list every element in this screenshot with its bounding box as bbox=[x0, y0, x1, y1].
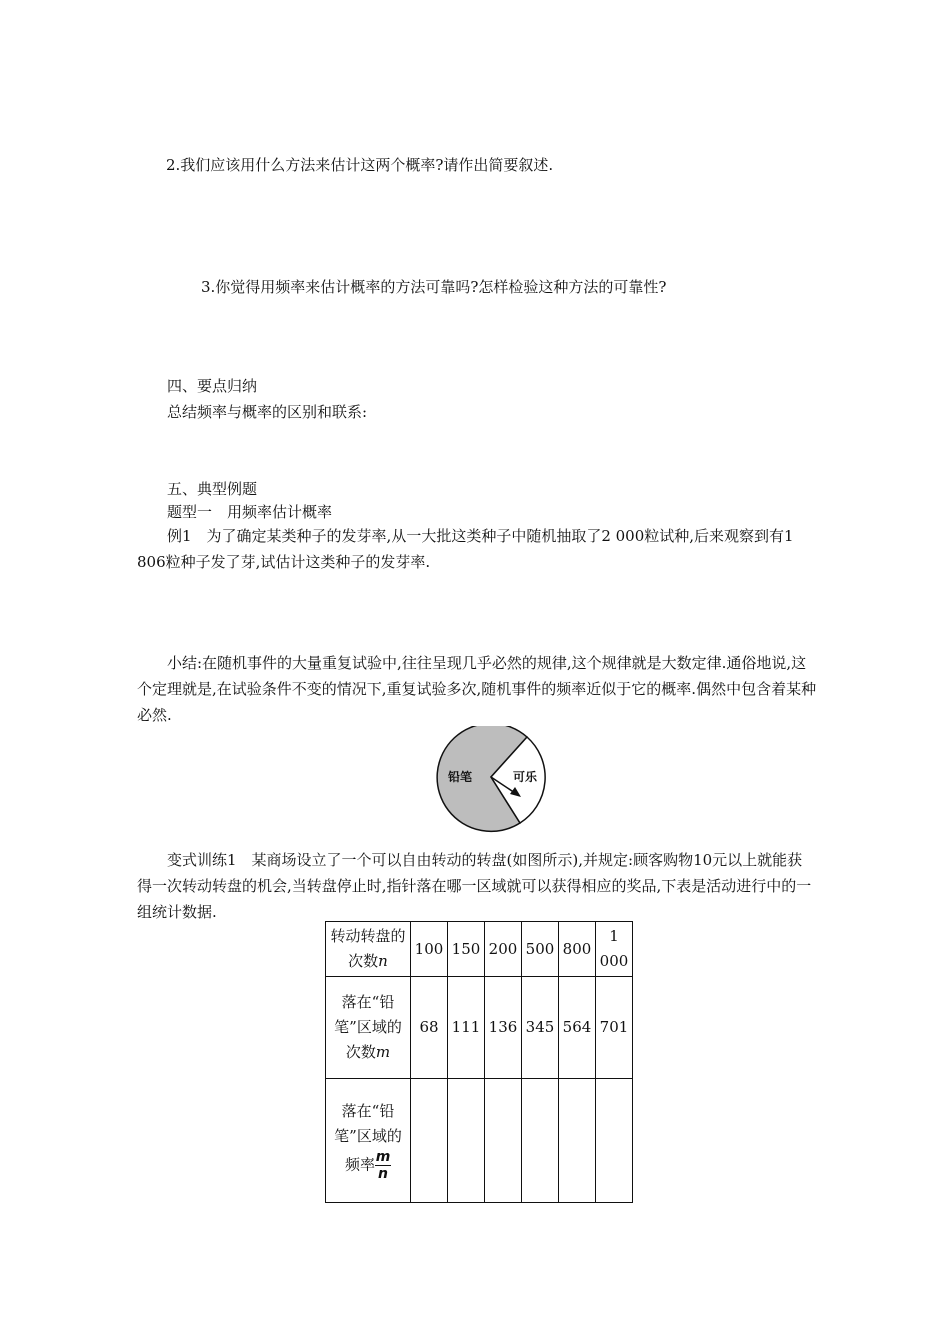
table-cell bbox=[448, 1079, 485, 1203]
table-row bbox=[326, 922, 633, 977]
summary-paragraph: 小结:在随机事件的大量重复试验中,往往呈现几乎必然的规律,这个规律就是大数定律.通俗地说,这个定理就是,在试验条件不变的情况下,重复试验多次,随机事件的频率近似于它的概率.偶然中包含着某种必然. bbox=[137, 654, 817, 724]
row-2-header-text: 落在“铅笔”区域的次数 bbox=[334, 993, 402, 1061]
table-cell: 68 bbox=[411, 977, 448, 1079]
table-cell: 1 000 bbox=[596, 922, 633, 977]
row-3-header bbox=[326, 1079, 411, 1203]
section-4-heading: 四、要点归纳 bbox=[167, 377, 258, 395]
exercise-1-paragraph: 变式训练1 某商场设立了一个可以自由转动的转盘(如图所示),并规定:顾客购物10元以上就能获得一次转动转盘的机会,当转盘停止时,指针落在哪一区域就可以获得相应的奖品,下表是活动进行中的一组统计数据. bbox=[137, 851, 812, 921]
table-cell: 701 bbox=[596, 977, 633, 1079]
row-1-header bbox=[326, 922, 411, 977]
fraction-numerator: m bbox=[375, 1149, 391, 1165]
row-1-header-text: 转动转盘的次数 bbox=[330, 927, 406, 970]
table-cell: 800 bbox=[559, 922, 596, 977]
table-cell bbox=[522, 1079, 559, 1203]
table-cell: 500 bbox=[522, 922, 559, 977]
table-cell: 345 bbox=[522, 977, 559, 1079]
spinner-wheel bbox=[431, 726, 551, 838]
table-cell: 200 bbox=[485, 922, 522, 977]
cola-label: 可乐 bbox=[513, 770, 538, 784]
table-row bbox=[326, 977, 633, 1079]
statistics-table bbox=[325, 921, 633, 1203]
question-2: 2.我们应该用什么方法来估计这两个概率?请作出简要叙述. bbox=[166, 156, 554, 174]
table-cell: 150 bbox=[448, 922, 485, 977]
row-1-header-var: n bbox=[378, 952, 388, 970]
row-2-header bbox=[326, 977, 411, 1079]
table-cell: 564 bbox=[559, 977, 596, 1079]
section-4-prompt: 总结频率与概率的区别和联系: bbox=[167, 403, 368, 421]
table-row bbox=[326, 1079, 633, 1203]
topic-1-heading: 题型一 用频率估计概率 bbox=[167, 503, 333, 521]
question-3: 3.你觉得用频率来估计概率的方法可靠吗?怎样检验这种方法的可靠性? bbox=[201, 278, 667, 296]
table-cell: 111 bbox=[448, 977, 485, 1079]
row-3-header-text: 落在“铅笔”区域的频率 bbox=[334, 1102, 402, 1174]
pencil-label: 铅笔 bbox=[448, 770, 473, 784]
table-cell bbox=[559, 1079, 596, 1203]
table-cell: 136 bbox=[485, 977, 522, 1079]
table-cell bbox=[485, 1079, 522, 1203]
row-2-header-var: m bbox=[375, 1043, 391, 1061]
table-cell: 100 bbox=[411, 922, 448, 977]
section-5-heading: 五、典型例题 bbox=[167, 480, 258, 498]
table-cell bbox=[411, 1079, 448, 1203]
table-cell bbox=[596, 1079, 633, 1203]
fraction-denominator: n bbox=[378, 1166, 388, 1182]
example-1-paragraph: 例1 为了确定某类种子的发芽率,从一大批这类种子中随机抽取了2 000粒试种,后来观察到有1 806粒种子发了芽,试估计这类种子的发芽率. bbox=[137, 527, 794, 571]
frequency-fraction bbox=[375, 1149, 391, 1182]
